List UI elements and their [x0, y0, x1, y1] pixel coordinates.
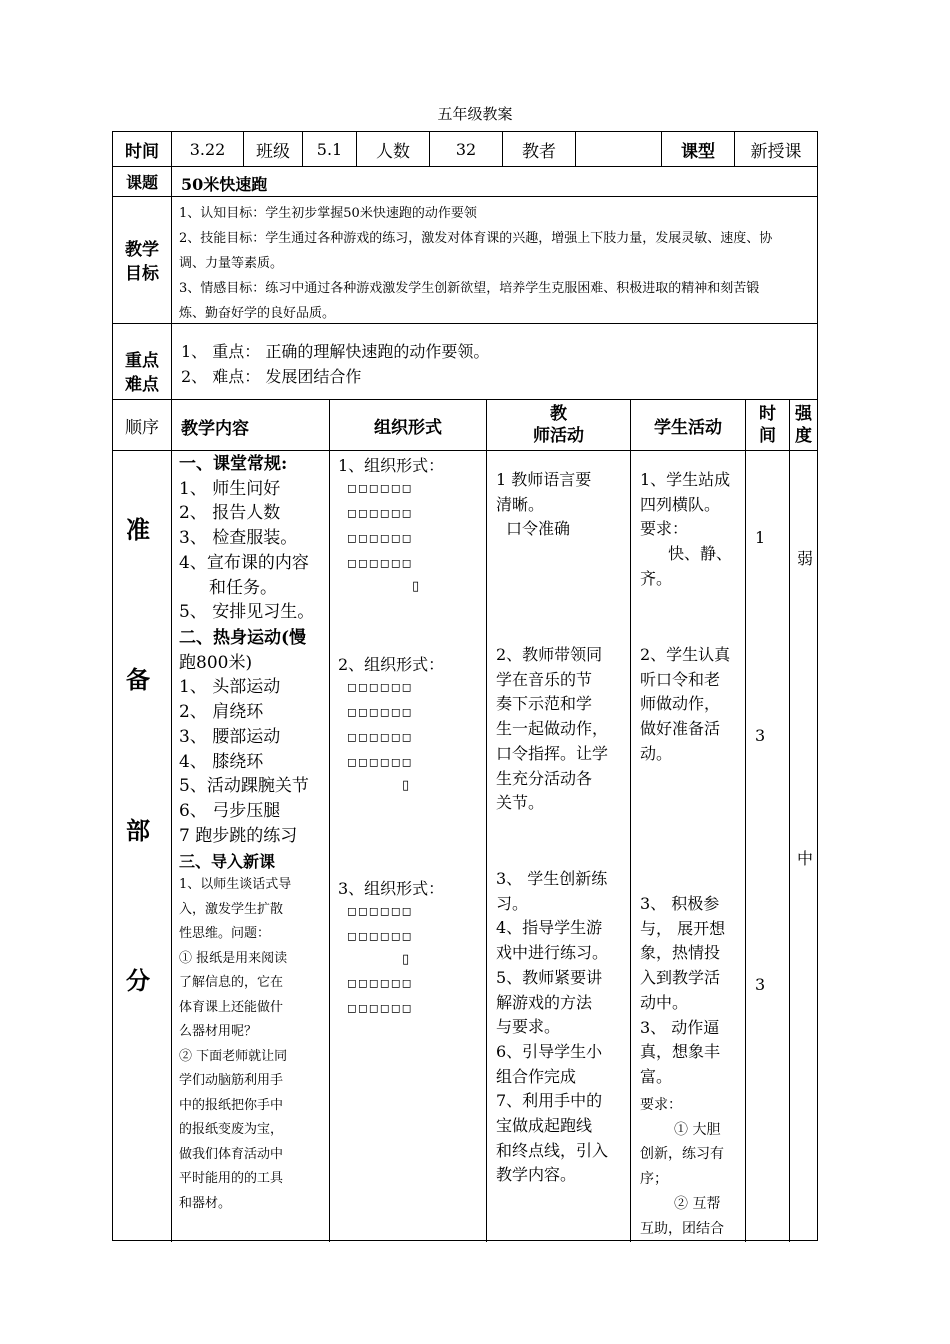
col-content: 教学内容: [181, 419, 249, 439]
organization-block-2: 2、组织形式： ◻◻◻◻◻◻ ◻◻◻◻◻◻ ◻◻◻◻◻◻ ◻◻◻◻◻◻ ▯: [338, 652, 444, 797]
section-char-4: 分: [126, 966, 150, 995]
key-points-text: 1、 重点： 正确的理解快速跑的动作要领。 2、 难点： 发展团结合作: [181, 342, 490, 386]
teacher-activity-block-2: 2、教师带领同 学在音乐的节 奏下示范和学 生一起做动作， 口令指挥。让学 生充分活动各 关节。: [496, 645, 609, 813]
time-value-1: 1: [755, 528, 766, 547]
section-char-2: 备: [126, 665, 150, 694]
goals-label: 教学 目标: [125, 240, 159, 284]
col-student-activity: 学生活动: [654, 417, 722, 438]
topic-value: 50米快速跑: [181, 175, 268, 194]
teacher-value: [576, 132, 661, 166]
col-order: 顺序: [125, 417, 159, 438]
count-label: 人数: [376, 141, 410, 162]
teacher-position-marker: ▯: [402, 778, 410, 793]
time-value-3: 3: [755, 975, 766, 994]
section-char-3: 部: [126, 816, 150, 845]
lesson-type-label: 课型: [681, 141, 715, 162]
teacher-position-marker: ▯: [402, 952, 410, 967]
student-activity-requirements: 要求： ① 大胆 创新，练习有 序； ② 互帮 互助，团结合: [640, 1097, 724, 1237]
teacher-activity-block-3: 3、 学生创新练 习。 4、指导学生游 戏中进行练习。 5、教师紧要讲 解游戏的方法 与要求。 6、引导学生小 组合作完成 7、利用手中的 宝做成起跑线 和终点线，引入 教学内容。: [496, 869, 609, 1185]
document-title: 五年级教案: [437, 105, 513, 123]
content-block-2: 二、热身运动(慢 跑800米) 1、 头部运动 2、 肩绕环 3、 腰部运动 4、 膝绕环 5、活动踝腕关节 6、 弓步压腿 7 跑步跳的练习: [179, 628, 309, 846]
col-organization: 组织形式: [374, 417, 442, 438]
goals-text: 1、认知目标：学生初步掌握50米快速跑的动作要领 2、技能目标：学生通过各种游戏的练习，激发对体育课的兴趣，增强上下肢力量，发展灵敏、速度、协 调、力量等素质。 3、情感目标：练习中通过各种游戏激发学生创新欲望，培养学生克服困难、积极进取的精神和刻苦锻 炼、勤奋好学的良好品质。: [179, 206, 773, 321]
time-value: 3.22: [189, 139, 226, 159]
topic-label: 课题: [125, 173, 158, 192]
key-points-label: 重点 难点: [125, 351, 159, 395]
teacher-activity-block-1: 1 教师语言要 清晰。 口令准确: [496, 470, 592, 539]
student-activity-block-3: 3、 积极参 与， 展开想 象，热情投 入到教学活 动中。 3、 动作逼 真，想象丰 富。: [640, 894, 726, 1086]
section-char-1: 准: [126, 515, 150, 544]
class-value: 5.1: [316, 139, 343, 159]
intensity-value-1: 弱: [797, 549, 814, 568]
content-block-3: 1、以师生谈话式导 入，激发学生扩散 性思维。问题： ① 报纸是用来阅读 了解信息的，它在 体育课上还能做什 么器材用呢？ ② 下面老师就让同 学们动脑筋利用手 中的报纸把你手中 的报纸变废为宝， 做我们体育活动中 平时能用的的工具 和器材。: [179, 877, 292, 1211]
organization-block-1: 1、组织形式： ◻◻◻◻◻◻ ◻◻◻◻◻◻ ◻◻◻◻◻◻ ◻◻◻◻◻◻ ▯: [338, 453, 444, 598]
time-label: 时间: [125, 141, 159, 162]
student-activity-block-2: 2、学生认真 听口令和老 师做动作， 做好准备活 动。: [640, 645, 731, 763]
teacher-label: 教者: [522, 141, 556, 162]
class-label: 班级: [256, 141, 290, 162]
count-value: 32: [455, 139, 477, 159]
intensity-value-2: 中: [797, 849, 814, 868]
content-block-3-title: 三、导入新课: [179, 852, 276, 871]
time-value-2: 3: [755, 726, 766, 745]
teacher-position-marker: ▯: [412, 579, 420, 594]
col-time: 时 间: [759, 404, 776, 446]
lesson-plan-table: [112, 131, 818, 1241]
col-intensity: 强 度: [795, 404, 812, 446]
col-teacher-activity: 教 师活动: [533, 404, 584, 446]
lesson-type-value: 新授课: [750, 141, 802, 162]
organization-block-3: 3、组织形式： ◻◻◻◻◻◻ ◻◻◻◻◻◻ ▯ ◻◻◻◻◻◻ ◻◻◻◻◻◻: [338, 879, 445, 1015]
content-block-1: 一、课堂常规: 1、 师生问好 2、 报告人数 3、 检查服装。 4、宣布课的内容 和任务。 5、 安排见习生。: [179, 454, 315, 623]
student-activity-block-1: 1、学生站成 四列横队。 要求： 快、静、 齐。: [640, 470, 733, 588]
